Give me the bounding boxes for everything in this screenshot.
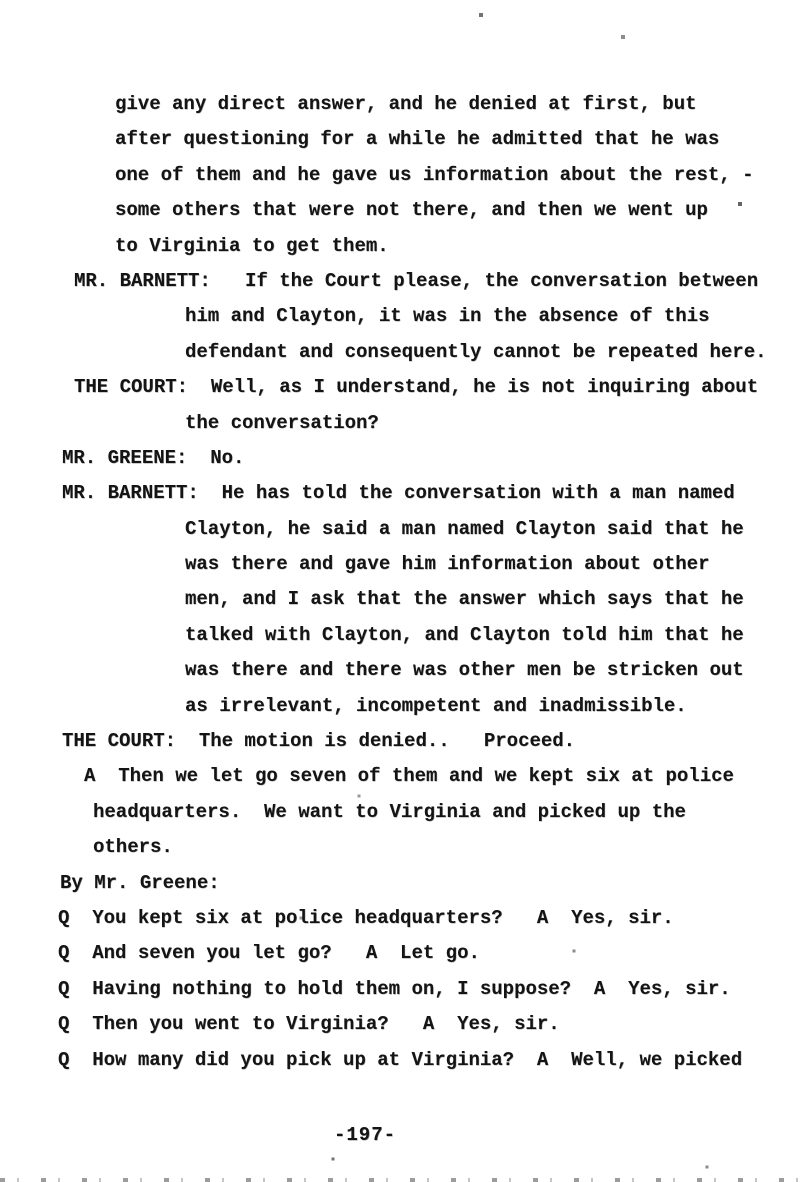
transcript-line: as irrelevant, incompetent and inadmissible. (185, 694, 687, 717)
transcript-line: the conversation? (185, 411, 379, 434)
transcript-line: Q How many did you pick up at Virginia? A Well, we picked (58, 1048, 743, 1071)
transcript-line: THE COURT: Well, as I understand, he is not inquiring about (74, 376, 759, 399)
transcript-line: Q Having nothing to hold them on, I suppose? A Yes, sir. (58, 977, 731, 1000)
transcript-line: MR. BARNETT: If the Court please, the conversation between (74, 269, 759, 292)
transcript-line: headquarters. We want to Virginia and picked up the (93, 800, 686, 823)
transcript-line: A Then we let go seven of them and we kept six at police (84, 765, 734, 788)
transcript-line: defendant and consequently cannot be repeated here. (185, 340, 767, 363)
scan-noise-specks (0, 0, 2, 2)
transcript-line: was there and there was other men be stricken out (185, 659, 744, 682)
transcript-line: him and Clayton, it was in the absence of this (185, 305, 710, 328)
transcript-line: give any direct answer, and he denied at first, but (115, 93, 697, 115)
transcript-line: to Virginia to get them. (115, 234, 389, 257)
transcript-line: Q And seven you let go? A Let go. (58, 942, 480, 965)
scan-edge-noise (0, 1178, 800, 1182)
transcript-line: THE COURT: The motion is denied.. Proceed. (62, 730, 576, 753)
transcript-line: MR. GREENE: No. (62, 446, 245, 469)
transcript-line: one of them and he gave us information about the rest, - (115, 163, 754, 186)
transcript-line: talked with Clayton, and Clayton told him that he (185, 623, 744, 646)
transcript-line: was there and gave him information about other (185, 553, 710, 576)
transcript-line: after questioning for a while he admitted that he was (115, 128, 720, 151)
transcript-line: others. (93, 836, 173, 859)
transcript-line: By Mr. Greene: (60, 871, 220, 894)
page-number: -197- (333, 1124, 396, 1146)
transcript-line: men, and I ask that the answer which says that he (185, 588, 744, 611)
transcript-line: some others that were not there, and then we went up (115, 199, 708, 222)
transcript-text (0, 87, 800, 1078)
transcript-line: Q Then you went to Virginia? A Yes, sir. (58, 1013, 560, 1036)
transcript-line: MR. BARNETT: He has told the conversation with a man named (62, 482, 735, 505)
transcript-line: Clayton, he said a man named Clayton said that he (185, 517, 744, 540)
transcript-line: Q You kept six at police headquarters? A Yes, sir. (58, 906, 674, 929)
